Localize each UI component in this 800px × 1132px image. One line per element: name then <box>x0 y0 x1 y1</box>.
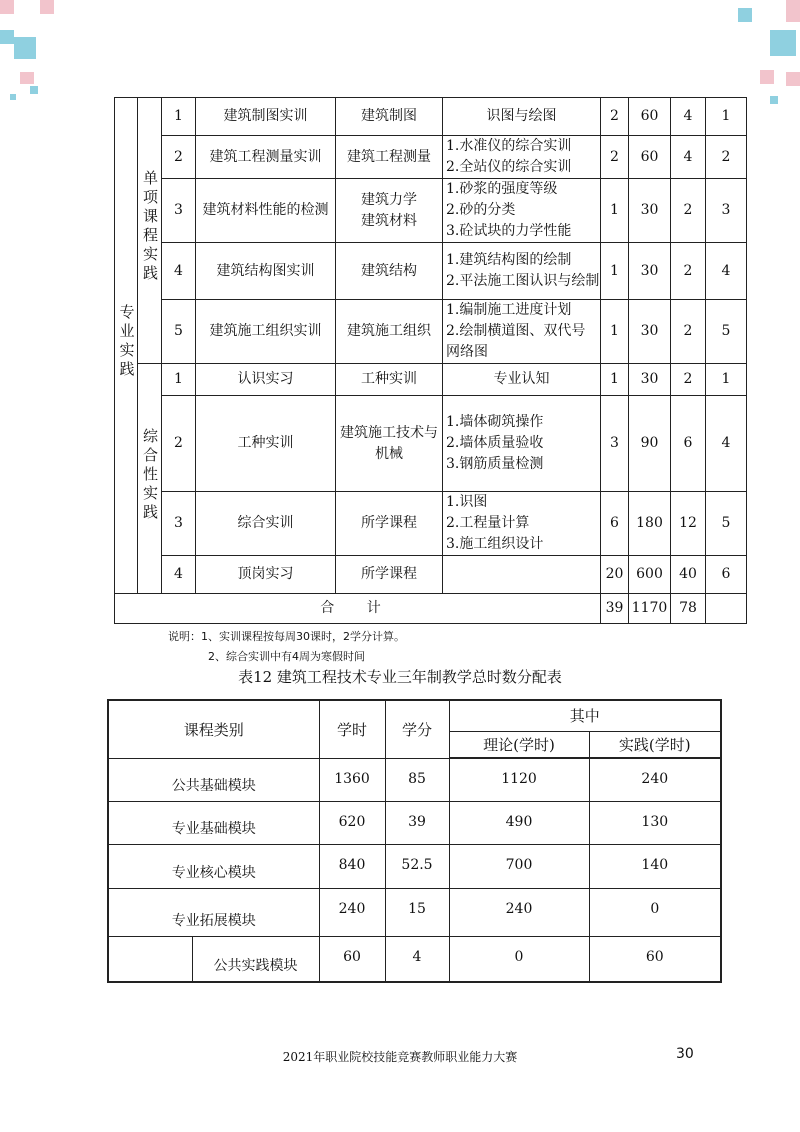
value-hours: 60 <box>319 936 385 982</box>
training-name-line: 工种实训 <box>237 435 294 451</box>
related-course <box>336 300 443 364</box>
value-term: 4 <box>706 243 747 300</box>
content-line: 2.墙体质量验收 <box>446 435 544 451</box>
value-theory: 240 <box>449 888 589 936</box>
related-course <box>336 396 443 492</box>
related-course <box>336 556 443 594</box>
value-credits: 2 <box>671 243 706 300</box>
total-row <box>115 594 747 624</box>
related-course-line: 建筑施工组织 <box>347 323 431 339</box>
total-empty <box>706 594 747 624</box>
table-row <box>108 844 721 888</box>
value-credits: 2 <box>671 179 706 243</box>
row-number-line: 3 <box>174 515 183 531</box>
content-line: 识图与绘图 <box>486 108 557 124</box>
training-name <box>196 179 336 243</box>
training-name <box>196 300 336 364</box>
value-weeks: 1 <box>601 179 629 243</box>
content-line: 1.建筑结构图的绘制 <box>446 252 572 268</box>
total-hours-table <box>107 699 722 983</box>
table-row <box>115 492 747 556</box>
value-hours: 600 <box>629 556 671 594</box>
value-hours: 30 <box>629 300 671 364</box>
related-course <box>336 98 443 136</box>
content-line: 2.砂的分类 <box>446 202 516 218</box>
content-line: 1.编制施工进度计划 <box>446 302 572 318</box>
header-practice: 实践(学时) <box>589 731 721 758</box>
value-credits: 12 <box>671 492 706 556</box>
value-hours: 60 <box>629 136 671 179</box>
value-practice: 0 <box>589 888 721 936</box>
row-number <box>162 492 196 556</box>
value-credits: 15 <box>385 888 449 936</box>
value-credits: 6 <box>671 396 706 492</box>
value-term: 3 <box>706 179 747 243</box>
value-practice: 130 <box>589 801 721 844</box>
table-row <box>108 936 721 982</box>
table-row <box>115 243 747 300</box>
training-name <box>196 396 336 492</box>
related-course-line: 所学课程 <box>361 566 417 582</box>
header-theory: 理论(学时) <box>449 731 589 758</box>
group-cell <box>138 98 162 364</box>
value-theory: 1120 <box>449 758 589 801</box>
value-weeks: 20 <box>601 556 629 594</box>
total-hours: 1170 <box>629 594 671 624</box>
content-line: 1.墙体砌筑操作 <box>446 414 544 430</box>
value-weeks: 6 <box>601 492 629 556</box>
related-course-line: 建筑力学 <box>361 191 417 208</box>
group-label: 单项课程实践 <box>141 170 159 284</box>
training-name <box>196 556 336 594</box>
table-row <box>115 300 747 364</box>
row-number-line: 1 <box>174 371 183 387</box>
training-name <box>196 243 336 300</box>
category-cell: 专业基础模块 <box>108 801 319 844</box>
header-category: 课程类别 <box>108 700 319 758</box>
total-weeks: 39 <box>601 594 629 624</box>
training-content <box>443 396 601 492</box>
training-name-line: 建筑制图实训 <box>223 108 308 124</box>
value-term: 5 <box>706 300 747 364</box>
training-name-line: 认识实习 <box>237 371 294 387</box>
related-course <box>336 136 443 179</box>
row-number <box>162 556 196 594</box>
content-line: 1.识图 <box>446 494 488 510</box>
row-number-line: 4 <box>174 566 183 582</box>
value-term: 1 <box>706 364 747 396</box>
header-among: 其中 <box>449 700 721 731</box>
content-line: 2.平法施工图认识与绘制 <box>446 273 600 289</box>
training-name-line: 综合实训 <box>237 515 294 531</box>
row-number <box>162 396 196 492</box>
group-label: 综合性实践 <box>141 427 159 523</box>
value-term: 4 <box>706 396 747 492</box>
content-line: 1.砂浆的强度等级 <box>446 181 558 197</box>
content-line: 网络图 <box>446 344 488 360</box>
content-line: 3.施工组织设计 <box>446 536 544 552</box>
table-row <box>115 364 747 396</box>
row-number-line: 1 <box>174 108 183 124</box>
row-number-line: 3 <box>174 202 183 218</box>
category-cell: 专业拓展模块 <box>108 888 319 936</box>
value-hours: 1360 <box>319 758 385 801</box>
value-term: 5 <box>706 492 747 556</box>
training-name <box>196 98 336 136</box>
row-number-line: 2 <box>174 148 183 165</box>
value-weeks: 2 <box>601 136 629 179</box>
training-name <box>196 492 336 556</box>
table-row <box>108 801 721 844</box>
value-hours: 30 <box>629 243 671 300</box>
value-term: 1 <box>706 98 747 136</box>
value-weeks: 1 <box>601 243 629 300</box>
header-credits: 学分 <box>385 700 449 758</box>
table-row <box>115 179 747 243</box>
value-hours: 840 <box>319 844 385 888</box>
value-credits: 39 <box>385 801 449 844</box>
value-term: 6 <box>706 556 747 594</box>
empty-cell <box>108 936 192 982</box>
related-course-line: 建筑材料 <box>361 212 417 229</box>
practice-table <box>114 97 747 624</box>
related-course-line: 所学课程 <box>361 515 417 531</box>
row-number-line: 4 <box>174 262 183 279</box>
related-course-line: 建筑结构 <box>361 262 417 279</box>
row-number <box>162 243 196 300</box>
training-content <box>443 179 601 243</box>
total-label: 合 计 <box>115 594 601 624</box>
value-theory: 490 <box>449 801 589 844</box>
value-practice: 140 <box>589 844 721 888</box>
training-content <box>443 556 601 594</box>
training-name <box>196 136 336 179</box>
value-weeks: 3 <box>601 396 629 492</box>
related-course <box>336 364 443 396</box>
category-cell: 公共实践模块 <box>192 936 319 982</box>
table-row <box>115 556 747 594</box>
value-theory: 0 <box>449 936 589 982</box>
value-credits: 4 <box>671 98 706 136</box>
training-content <box>443 300 601 364</box>
related-course <box>336 179 443 243</box>
training-name <box>196 364 336 396</box>
related-course-line: 工种实训 <box>361 371 417 387</box>
training-content <box>443 364 601 396</box>
page-footer: 2021年职业院校技能竞赛教师职业能力大赛 <box>282 1050 518 1064</box>
training-name-line: 建筑材料性能的检测 <box>202 202 329 218</box>
category-label: 专业实践 <box>117 304 136 380</box>
related-course-line: 机械 <box>375 445 403 462</box>
header-hours: 学时 <box>319 700 385 758</box>
related-course-line: 建筑工程测量 <box>347 148 431 165</box>
value-practice: 240 <box>589 758 721 801</box>
value-credits: 4 <box>671 136 706 179</box>
value-hours: 240 <box>319 888 385 936</box>
value-credits: 40 <box>671 556 706 594</box>
training-content <box>443 136 601 179</box>
value-hours: 90 <box>629 396 671 492</box>
value-theory: 700 <box>449 844 589 888</box>
value-credits: 4 <box>385 936 449 982</box>
value-credits: 2 <box>671 364 706 396</box>
value-term: 2 <box>706 136 747 179</box>
row-number <box>162 98 196 136</box>
table-row <box>115 396 747 492</box>
value-hours: 30 <box>629 364 671 396</box>
value-weeks: 2 <box>601 98 629 136</box>
value-credits: 2 <box>671 300 706 364</box>
related-course-line: 建筑制图 <box>361 108 417 124</box>
content-line: 2.绘制横道图、双代号 <box>446 323 586 339</box>
value-weeks: 1 <box>601 300 629 364</box>
total-credits: 78 <box>671 594 706 624</box>
content-line: 专业认知 <box>493 371 550 387</box>
table-row <box>115 98 747 136</box>
table-caption: 表12 建筑工程技术专业三年制教学总时数分配表 <box>238 668 562 686</box>
related-course-line: 建筑施工技术与 <box>340 424 438 441</box>
row-number <box>162 179 196 243</box>
value-hours: 30 <box>629 179 671 243</box>
group-cell <box>138 364 162 594</box>
content-line: 1.水准仪的综合实训 <box>446 138 572 154</box>
value-practice: 60 <box>589 936 721 982</box>
value-hours: 60 <box>629 98 671 136</box>
row-number-line: 5 <box>174 323 183 339</box>
category-cell <box>115 98 138 594</box>
content-line: 2.全站仪的综合实训 <box>446 159 572 175</box>
table-row <box>108 758 721 801</box>
table-row <box>115 136 747 179</box>
related-course <box>336 243 443 300</box>
value-hours: 620 <box>319 801 385 844</box>
table-note-1: 说明：1、实训课程按每周30课时，2学分计算。 <box>168 630 405 643</box>
category-cell: 公共基础模块 <box>108 758 319 801</box>
training-content <box>443 243 601 300</box>
row-number <box>162 364 196 396</box>
content-line: 2.工程量计算 <box>446 515 530 531</box>
table-row <box>108 888 721 936</box>
row-number <box>162 136 196 179</box>
value-weeks: 1 <box>601 364 629 396</box>
value-credits: 85 <box>385 758 449 801</box>
page-number: 30 <box>676 1046 694 1062</box>
category-cell: 专业核心模块 <box>108 844 319 888</box>
content-line: 3.钢筋质量检测 <box>446 456 544 472</box>
value-credits: 52.5 <box>385 844 449 888</box>
row-number <box>162 300 196 364</box>
content-line: 3.砼试块的力学性能 <box>446 223 572 239</box>
table-note-2: 2、综合实训中有4周为寒假时间 <box>208 650 365 663</box>
training-name-line: 顶岗实习 <box>237 566 294 582</box>
related-course <box>336 492 443 556</box>
training-name-line: 建筑施工组织实训 <box>209 323 322 339</box>
training-content <box>443 492 601 556</box>
training-content <box>443 98 601 136</box>
training-name-line: 建筑工程测量实训 <box>209 148 322 165</box>
value-hours: 180 <box>629 492 671 556</box>
training-name-line: 建筑结构图实训 <box>216 262 315 279</box>
row-number-line: 2 <box>174 435 183 451</box>
